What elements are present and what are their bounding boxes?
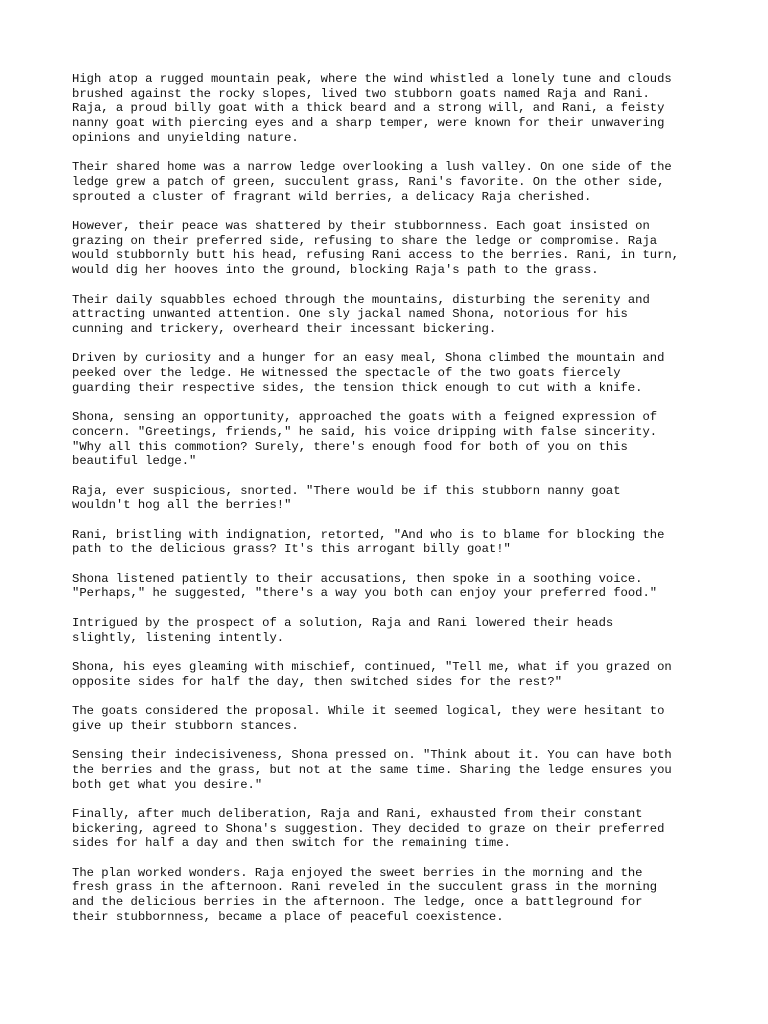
paragraph: Rani, bristling with indignation, retorted, "And who is to blame for blocking the path to the delicious grass? It's this arrogant billy goat!" — [72, 527, 665, 557]
paragraph: The plan worked wonders. Raja enjoyed the sweet berries in the morning and the fresh grass in the afternoon. Rani reveled in the succulent grass in the morning and the delicious berries in the afternoon. The ledge, once a battleground for their stubbornness, became a place of peaceful coexistence. — [72, 865, 658, 924]
paragraph: The goats considered the proposal. While it seemed logical, they were hesitant to give up their stubborn stances. — [72, 704, 665, 733]
paragraph: High atop a rugged mountain peak, where the wind whistled a lonely tune and clouds brushed against the rocky slopes, lived two stubborn goats named Raja and Rani. Raja, a proud billy goat with a thick beard and a strong will, and Rani, a feisty nanny goat with piercing eyes and a sharp temper, were known for their unwavering opinions and unyielding nature. — [72, 72, 672, 145]
paragraph: Sensing their indecisiveness, Shona pressed on. "Think about it. You can have both the berries and the grass, but not at the same time. Sharing the ledge ensures you both get what you desire." — [72, 748, 672, 792]
paragraph: Shona listened patiently to their accusations, then spoke in a soothing voice. "Perhaps," he suggested, "there's a way you both can enjoy your preferred food." — [72, 571, 658, 601]
paragraph: Driven by curiosity and a hunger for an easy meal, Shona climbed the mountain and peeked over the ledge. He witnessed the spectacle of the two goats fiercely guarding their respective sides, the tension thick enough to cut with a knife. — [72, 351, 665, 395]
paragraph: Their shared home was a narrow ledge overlooking a lush valley. On one side of the ledge grew a patch of green, succulent grass, Rani's favorite. On the other side, sprouted a cluster of fragrant wild berries, a delicacy Raja cherished. — [72, 160, 672, 204]
paragraph: However, their peace was shattered by their stubbornness. Each goat insisted on grazing on their preferred side, refusing to share the ledge or compromise. Raja would stubbornly butt his head, refusing Rani access to the berries. Rani, in turn, would dig her hooves into the ground, blocking Raja's path to the grass. — [72, 219, 680, 278]
document-body — [72, 72, 702, 939]
paragraph: Raja, ever suspicious, snorted. "There would be if this stubborn nanny goat wouldn't hog all the berries!" — [72, 483, 621, 513]
paragraph: Their daily squabbles echoed through the mountains, disturbing the serenity and attracting unwanted attention. One sly jackal named Shona, notorious for his cunning and trickery, overheard their incessant bickering. — [72, 292, 650, 336]
paragraph: Shona, sensing an opportunity, approached the goats with a feigned expression of concern. "Greetings, friends," he said, his voice dripping with false sincerity. "Why all this commotion? Surely, there's enough food for both of you on this beautiful ledge." — [72, 410, 658, 469]
paragraph: Finally, after much deliberation, Raja and Rani, exhausted from their constant bickering, agreed to Shona's suggestion. They decided to graze on their preferred sides for half a day and then switch for the remaining time. — [72, 806, 665, 851]
paragraph: Intrigued by the prospect of a solution, Raja and Rani lowered their heads slightly, listening intently. — [72, 615, 614, 645]
paragraph: Shona, his eyes gleaming with mischief, continued, "Tell me, what if you grazed on opposite sides for half the day, then switched sides for the rest?" — [72, 659, 672, 689]
